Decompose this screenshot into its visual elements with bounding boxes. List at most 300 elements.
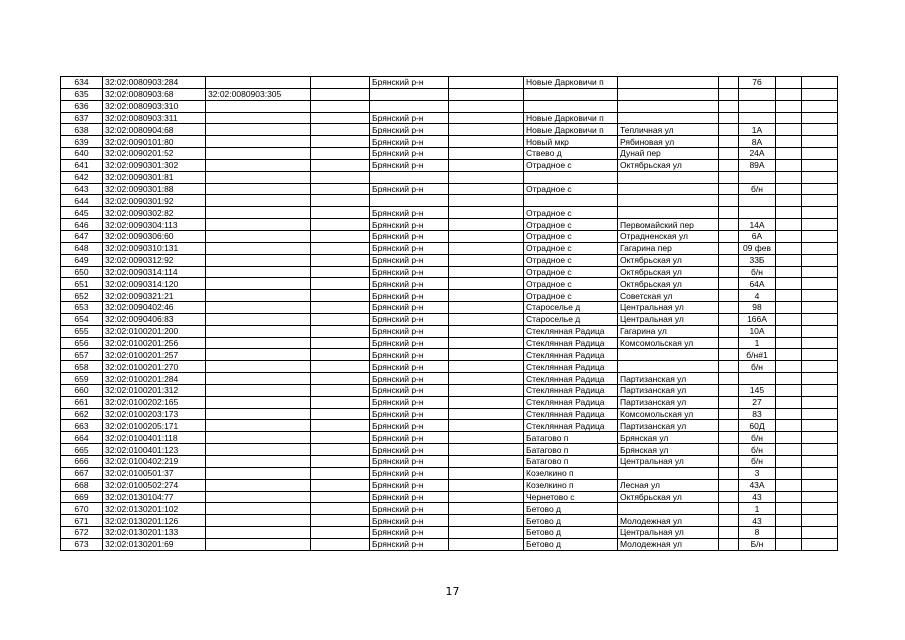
cell-col-6 bbox=[449, 313, 524, 325]
page-number: 17 bbox=[445, 585, 460, 598]
cell-row-number: 658 bbox=[61, 361, 103, 373]
cell-row-number: 641 bbox=[61, 159, 103, 171]
cell-col-4 bbox=[311, 527, 370, 539]
cell-street: Брянская ул bbox=[618, 444, 719, 456]
cell-cadastral-number: 32:02:0100401:118 bbox=[103, 432, 206, 444]
cell-cadastral-number: 32:02:0090201:52 bbox=[103, 148, 206, 160]
cell-house-number: 43А bbox=[739, 479, 776, 491]
cell-house-number: 14А bbox=[739, 219, 776, 231]
cell-col-12 bbox=[802, 325, 838, 337]
cell-house-number-gap bbox=[719, 503, 739, 515]
cell-row-number: 651 bbox=[61, 278, 103, 290]
cell-col-11 bbox=[776, 159, 802, 171]
cell-house-number: 3 bbox=[739, 467, 776, 479]
cell-col-6 bbox=[449, 112, 524, 124]
cell-linked-cadastral-number bbox=[206, 195, 311, 207]
cell-cadastral-number: 32:02:0090302:82 bbox=[103, 207, 206, 219]
cell-col-11 bbox=[776, 207, 802, 219]
cell-row-number: 673 bbox=[61, 538, 103, 550]
cell-col-11 bbox=[776, 384, 802, 396]
cell-street: Центральная ул bbox=[618, 527, 719, 539]
cell-cadastral-number: 32:02:0090310:131 bbox=[103, 242, 206, 254]
cell-settlement: Чернетово с bbox=[524, 491, 618, 503]
cell-cadastral-number: 32:02:0100203:173 bbox=[103, 408, 206, 420]
cell-settlement: Отрадное с bbox=[524, 183, 618, 195]
cell-row-number: 668 bbox=[61, 479, 103, 491]
cell-col-12 bbox=[802, 290, 838, 302]
cell-cadastral-number: 32:02:0090301:92 bbox=[103, 195, 206, 207]
cell-house-number-gap bbox=[719, 124, 739, 136]
cell-settlement: Староселье д bbox=[524, 313, 618, 325]
cell-col-4 bbox=[311, 266, 370, 278]
cell-col-4 bbox=[311, 491, 370, 503]
cell-col-11 bbox=[776, 100, 802, 112]
cell-col-12 bbox=[802, 136, 838, 148]
cell-district: Брянский р-н bbox=[370, 302, 449, 314]
cell-settlement: Стеклянная Радица bbox=[524, 349, 618, 361]
cell-settlement: Отрадное с bbox=[524, 254, 618, 266]
cell-district: Брянский р-н bbox=[370, 124, 449, 136]
cell-col-4 bbox=[311, 456, 370, 468]
cell-col-6 bbox=[449, 183, 524, 195]
cell-col-6 bbox=[449, 124, 524, 136]
cell-district bbox=[370, 100, 449, 112]
cell-linked-cadastral-number bbox=[206, 254, 311, 266]
cell-row-number: 664 bbox=[61, 432, 103, 444]
cell-house-number-gap bbox=[719, 195, 739, 207]
cell-house-number bbox=[739, 207, 776, 219]
cell-house-number: 10А bbox=[739, 325, 776, 337]
cell-district: Брянский р-н bbox=[370, 207, 449, 219]
cell-district: Брянский р-н bbox=[370, 183, 449, 195]
cell-settlement: Стеклянная Радица bbox=[524, 420, 618, 432]
cell-linked-cadastral-number bbox=[206, 136, 311, 148]
cell-street bbox=[618, 171, 719, 183]
cell-col-4 bbox=[311, 290, 370, 302]
cell-house-number: б/н bbox=[739, 361, 776, 373]
cell-col-6 bbox=[449, 467, 524, 479]
cell-house-number-gap bbox=[719, 538, 739, 550]
cell-house-number-gap bbox=[719, 384, 739, 396]
cell-house-number: 43 bbox=[739, 515, 776, 527]
cell-house-number: 27 bbox=[739, 396, 776, 408]
cell-house-number: 1 bbox=[739, 337, 776, 349]
cell-house-number: 4 bbox=[739, 290, 776, 302]
cell-row-number: 655 bbox=[61, 325, 103, 337]
cell-linked-cadastral-number bbox=[206, 207, 311, 219]
cell-col-12 bbox=[802, 337, 838, 349]
cell-cadastral-number: 32:02:0130201:133 bbox=[103, 527, 206, 539]
table-row bbox=[61, 88, 838, 100]
cell-col-12 bbox=[802, 254, 838, 266]
cell-row-number: 639 bbox=[61, 136, 103, 148]
table-row bbox=[61, 112, 838, 124]
cell-cadastral-number: 32:02:0090301:81 bbox=[103, 171, 206, 183]
cell-cadastral-number: 32:02:0080903:311 bbox=[103, 112, 206, 124]
cell-house-number-gap bbox=[719, 290, 739, 302]
cell-cadastral-number: 32:02:0100205:171 bbox=[103, 420, 206, 432]
cell-col-6 bbox=[449, 219, 524, 231]
cell-linked-cadastral-number bbox=[206, 278, 311, 290]
table-row bbox=[61, 136, 838, 148]
cell-settlement: Стеклянная Радица bbox=[524, 337, 618, 349]
cell-cadastral-number: 32:02:0090301:302 bbox=[103, 159, 206, 171]
cell-street bbox=[618, 100, 719, 112]
cell-district: Брянский р-н bbox=[370, 136, 449, 148]
cell-settlement: Отрадное с bbox=[524, 278, 618, 290]
cell-house-number-gap bbox=[719, 254, 739, 266]
cell-cadastral-number: 32:02:0090314:114 bbox=[103, 266, 206, 278]
cell-col-4 bbox=[311, 207, 370, 219]
cell-cadastral-number: 32:02:0090101:80 bbox=[103, 136, 206, 148]
cell-col-12 bbox=[802, 219, 838, 231]
cell-row-number: 662 bbox=[61, 408, 103, 420]
table-row bbox=[61, 420, 838, 432]
cell-street: Тепличная ул bbox=[618, 124, 719, 136]
cell-house-number bbox=[739, 373, 776, 385]
cell-settlement: Новый мкр bbox=[524, 136, 618, 148]
cell-row-number: 645 bbox=[61, 207, 103, 219]
cell-house-number: б/н bbox=[739, 266, 776, 278]
cell-col-12 bbox=[802, 527, 838, 539]
cell-street: Рябиновая ул bbox=[618, 136, 719, 148]
cell-linked-cadastral-number bbox=[206, 349, 311, 361]
cell-col-11 bbox=[776, 254, 802, 266]
cell-row-number: 666 bbox=[61, 456, 103, 468]
cell-house-number bbox=[739, 112, 776, 124]
cell-col-12 bbox=[802, 207, 838, 219]
cell-house-number: 33Б bbox=[739, 254, 776, 266]
cell-col-6 bbox=[449, 420, 524, 432]
cell-district bbox=[370, 171, 449, 183]
cell-district: Брянский р-н bbox=[370, 148, 449, 160]
cell-col-12 bbox=[802, 361, 838, 373]
cell-linked-cadastral-number bbox=[206, 527, 311, 539]
cell-street bbox=[618, 77, 719, 89]
cell-col-4 bbox=[311, 148, 370, 160]
cell-street: Центральная ул bbox=[618, 302, 719, 314]
cell-col-6 bbox=[449, 432, 524, 444]
cell-house-number-gap bbox=[719, 349, 739, 361]
cell-row-number: 646 bbox=[61, 219, 103, 231]
cell-col-6 bbox=[449, 148, 524, 160]
cell-col-4 bbox=[311, 278, 370, 290]
cell-house-number: 24А bbox=[739, 148, 776, 160]
cell-col-12 bbox=[802, 467, 838, 479]
cell-col-6 bbox=[449, 491, 524, 503]
cell-col-6 bbox=[449, 349, 524, 361]
cell-linked-cadastral-number bbox=[206, 325, 311, 337]
cell-col-11 bbox=[776, 219, 802, 231]
table-row bbox=[61, 195, 838, 207]
cell-settlement bbox=[524, 88, 618, 100]
table-row bbox=[61, 396, 838, 408]
cell-col-4 bbox=[311, 230, 370, 242]
cell-linked-cadastral-number bbox=[206, 503, 311, 515]
cell-street: Центральная ул bbox=[618, 456, 719, 468]
cell-col-12 bbox=[802, 88, 838, 100]
cell-house-number: Б/н bbox=[739, 538, 776, 550]
cell-street: Комсомольская ул bbox=[618, 408, 719, 420]
cell-col-12 bbox=[802, 124, 838, 136]
cell-settlement: Стеклянная Радица bbox=[524, 373, 618, 385]
cell-house-number-gap bbox=[719, 112, 739, 124]
cell-col-4 bbox=[311, 171, 370, 183]
cell-cadastral-number: 32:02:0100201:257 bbox=[103, 349, 206, 361]
cell-house-number-gap bbox=[719, 77, 739, 89]
cell-house-number: 145 bbox=[739, 384, 776, 396]
cell-row-number: 650 bbox=[61, 266, 103, 278]
cell-cadastral-number: 32:02:0130201:69 bbox=[103, 538, 206, 550]
cell-linked-cadastral-number bbox=[206, 302, 311, 314]
cell-house-number bbox=[739, 195, 776, 207]
table-row bbox=[61, 290, 838, 302]
cell-cadastral-number: 32:02:0100201:312 bbox=[103, 384, 206, 396]
cell-row-number: 671 bbox=[61, 515, 103, 527]
cell-col-4 bbox=[311, 408, 370, 420]
cell-linked-cadastral-number bbox=[206, 456, 311, 468]
cell-col-12 bbox=[802, 396, 838, 408]
cell-col-11 bbox=[776, 230, 802, 242]
cell-col-11 bbox=[776, 420, 802, 432]
cell-district: Брянский р-н bbox=[370, 254, 449, 266]
cell-col-6 bbox=[449, 538, 524, 550]
cell-settlement: Отрадное с bbox=[524, 219, 618, 231]
cell-col-11 bbox=[776, 361, 802, 373]
cell-street bbox=[618, 349, 719, 361]
cell-district: Брянский р-н bbox=[370, 159, 449, 171]
cell-linked-cadastral-number bbox=[206, 77, 311, 89]
cell-linked-cadastral-number bbox=[206, 337, 311, 349]
cell-col-6 bbox=[449, 77, 524, 89]
cell-row-number: 636 bbox=[61, 100, 103, 112]
cell-linked-cadastral-number bbox=[206, 112, 311, 124]
cell-settlement: Отрадное с bbox=[524, 159, 618, 171]
cell-house-number-gap bbox=[719, 325, 739, 337]
cell-row-number: 654 bbox=[61, 313, 103, 325]
cell-col-4 bbox=[311, 77, 370, 89]
cell-col-11 bbox=[776, 77, 802, 89]
cell-col-6 bbox=[449, 373, 524, 385]
cell-linked-cadastral-number bbox=[206, 159, 311, 171]
cell-col-11 bbox=[776, 503, 802, 515]
cell-house-number bbox=[739, 171, 776, 183]
cell-settlement bbox=[524, 171, 618, 183]
cell-col-11 bbox=[776, 266, 802, 278]
cell-cadastral-number: 32:02:0100201:284 bbox=[103, 373, 206, 385]
cell-street: Комсомольская ул bbox=[618, 337, 719, 349]
cell-col-12 bbox=[802, 278, 838, 290]
cell-cadastral-number: 32:02:0090301:88 bbox=[103, 183, 206, 195]
cell-house-number: 1 bbox=[739, 503, 776, 515]
cell-linked-cadastral-number bbox=[206, 183, 311, 195]
cell-col-4 bbox=[311, 361, 370, 373]
table-row bbox=[61, 278, 838, 290]
cell-col-12 bbox=[802, 230, 838, 242]
table-row bbox=[61, 503, 838, 515]
cell-street: Партизанская ул bbox=[618, 373, 719, 385]
cell-district: Брянский р-н bbox=[370, 112, 449, 124]
cell-cadastral-number: 32:02:0090314:120 bbox=[103, 278, 206, 290]
cell-col-11 bbox=[776, 408, 802, 420]
cell-house-number: б/н#1 bbox=[739, 349, 776, 361]
cell-col-4 bbox=[311, 349, 370, 361]
cell-house-number-gap bbox=[719, 313, 739, 325]
cell-district bbox=[370, 195, 449, 207]
table-row bbox=[61, 124, 838, 136]
cell-settlement: Отрадное с bbox=[524, 290, 618, 302]
cell-row-number: 669 bbox=[61, 491, 103, 503]
cell-settlement: Козелкино п bbox=[524, 479, 618, 491]
cell-row-number: 672 bbox=[61, 527, 103, 539]
cell-col-4 bbox=[311, 124, 370, 136]
cell-row-number: 647 bbox=[61, 230, 103, 242]
cell-col-11 bbox=[776, 136, 802, 148]
cell-col-12 bbox=[802, 515, 838, 527]
cell-cadastral-number: 32:02:0100201:256 bbox=[103, 337, 206, 349]
cell-col-4 bbox=[311, 112, 370, 124]
cell-cadastral-number: 32:02:0100501:37 bbox=[103, 467, 206, 479]
table-row bbox=[61, 361, 838, 373]
cell-linked-cadastral-number bbox=[206, 290, 311, 302]
cell-col-4 bbox=[311, 88, 370, 100]
cell-row-number: 649 bbox=[61, 254, 103, 266]
table-row bbox=[61, 183, 838, 195]
cell-house-number: 89А bbox=[739, 159, 776, 171]
cell-row-number: 648 bbox=[61, 242, 103, 254]
cell-settlement: Батагово п bbox=[524, 432, 618, 444]
cell-district: Брянский р-н bbox=[370, 479, 449, 491]
cell-col-11 bbox=[776, 432, 802, 444]
cell-row-number: 644 bbox=[61, 195, 103, 207]
cell-linked-cadastral-number bbox=[206, 373, 311, 385]
cell-col-11 bbox=[776, 467, 802, 479]
cell-col-12 bbox=[802, 503, 838, 515]
cell-settlement bbox=[524, 100, 618, 112]
cell-linked-cadastral-number bbox=[206, 361, 311, 373]
cell-linked-cadastral-number bbox=[206, 467, 311, 479]
cell-house-number bbox=[739, 88, 776, 100]
cell-street: Октябрьская ул bbox=[618, 491, 719, 503]
cell-district: Брянский р-н bbox=[370, 538, 449, 550]
cell-linked-cadastral-number bbox=[206, 515, 311, 527]
cell-col-6 bbox=[449, 136, 524, 148]
cell-street bbox=[618, 361, 719, 373]
cell-col-12 bbox=[802, 408, 838, 420]
cell-linked-cadastral-number bbox=[206, 266, 311, 278]
cell-district bbox=[370, 88, 449, 100]
table-row bbox=[61, 479, 838, 491]
cell-street bbox=[618, 112, 719, 124]
cell-col-12 bbox=[802, 444, 838, 456]
cell-col-4 bbox=[311, 242, 370, 254]
cell-col-6 bbox=[449, 290, 524, 302]
cell-row-number: 665 bbox=[61, 444, 103, 456]
cell-col-4 bbox=[311, 420, 370, 432]
cell-col-4 bbox=[311, 384, 370, 396]
cell-col-11 bbox=[776, 195, 802, 207]
cell-house-number-gap bbox=[719, 183, 739, 195]
cell-street: Советская ул bbox=[618, 290, 719, 302]
cell-house-number-gap bbox=[719, 527, 739, 539]
cell-col-6 bbox=[449, 337, 524, 349]
cell-house-number: б/н bbox=[739, 432, 776, 444]
cell-col-6 bbox=[449, 254, 524, 266]
cell-settlement: Батагово п bbox=[524, 444, 618, 456]
cell-street bbox=[618, 503, 719, 515]
cell-linked-cadastral-number bbox=[206, 444, 311, 456]
cell-house-number-gap bbox=[719, 230, 739, 242]
cell-house-number: 76 bbox=[739, 77, 776, 89]
cell-cadastral-number: 32:02:0100401:123 bbox=[103, 444, 206, 456]
cell-col-12 bbox=[802, 242, 838, 254]
cell-settlement: Батагово п bbox=[524, 456, 618, 468]
cell-col-11 bbox=[776, 88, 802, 100]
cell-district: Брянский р-н bbox=[370, 373, 449, 385]
cell-house-number: 8А bbox=[739, 136, 776, 148]
cell-col-6 bbox=[449, 100, 524, 112]
cell-col-11 bbox=[776, 124, 802, 136]
cell-house-number: 60Д bbox=[739, 420, 776, 432]
cell-cadastral-number: 32:02:0100502:274 bbox=[103, 479, 206, 491]
cell-col-11 bbox=[776, 242, 802, 254]
table-row bbox=[61, 538, 838, 550]
cell-col-6 bbox=[449, 230, 524, 242]
cell-col-4 bbox=[311, 325, 370, 337]
cell-settlement: Козелкино п bbox=[524, 467, 618, 479]
cell-cadastral-number: 32:02:0090402:46 bbox=[103, 302, 206, 314]
cell-street: Первомайский пер bbox=[618, 219, 719, 231]
cell-col-6 bbox=[449, 444, 524, 456]
cell-district: Брянский р-н bbox=[370, 384, 449, 396]
cell-house-number-gap bbox=[719, 278, 739, 290]
cell-linked-cadastral-number bbox=[206, 420, 311, 432]
cell-cadastral-number: 32:02:0090306:60 bbox=[103, 230, 206, 242]
cell-linked-cadastral-number bbox=[206, 313, 311, 325]
cell-cadastral-number: 32:02:0090304:113 bbox=[103, 219, 206, 231]
cell-cadastral-number: 32:02:0100202:165 bbox=[103, 396, 206, 408]
cell-col-11 bbox=[776, 527, 802, 539]
cell-house-number-gap bbox=[719, 408, 739, 420]
table-row bbox=[61, 254, 838, 266]
cell-col-11 bbox=[776, 112, 802, 124]
cell-settlement: Бетово д bbox=[524, 503, 618, 515]
cell-col-12 bbox=[802, 183, 838, 195]
cell-house-number-gap bbox=[719, 100, 739, 112]
cell-settlement: Стеклянная Радица bbox=[524, 408, 618, 420]
cell-settlement bbox=[524, 195, 618, 207]
cell-col-11 bbox=[776, 183, 802, 195]
cell-district: Брянский р-н bbox=[370, 325, 449, 337]
cell-col-12 bbox=[802, 159, 838, 171]
cell-linked-cadastral-number bbox=[206, 538, 311, 550]
table-row bbox=[61, 432, 838, 444]
cell-col-6 bbox=[449, 396, 524, 408]
cell-house-number-gap bbox=[719, 136, 739, 148]
cell-district: Брянский р-н bbox=[370, 313, 449, 325]
cell-col-11 bbox=[776, 456, 802, 468]
cell-linked-cadastral-number bbox=[206, 384, 311, 396]
cell-district: Брянский р-н bbox=[370, 219, 449, 231]
cell-row-number: 640 bbox=[61, 148, 103, 160]
cell-street bbox=[618, 183, 719, 195]
cell-col-12 bbox=[802, 456, 838, 468]
cell-house-number-gap bbox=[719, 396, 739, 408]
cell-district: Брянский р-н bbox=[370, 396, 449, 408]
cell-street bbox=[618, 207, 719, 219]
cell-house-number-gap bbox=[719, 159, 739, 171]
cell-col-12 bbox=[802, 538, 838, 550]
